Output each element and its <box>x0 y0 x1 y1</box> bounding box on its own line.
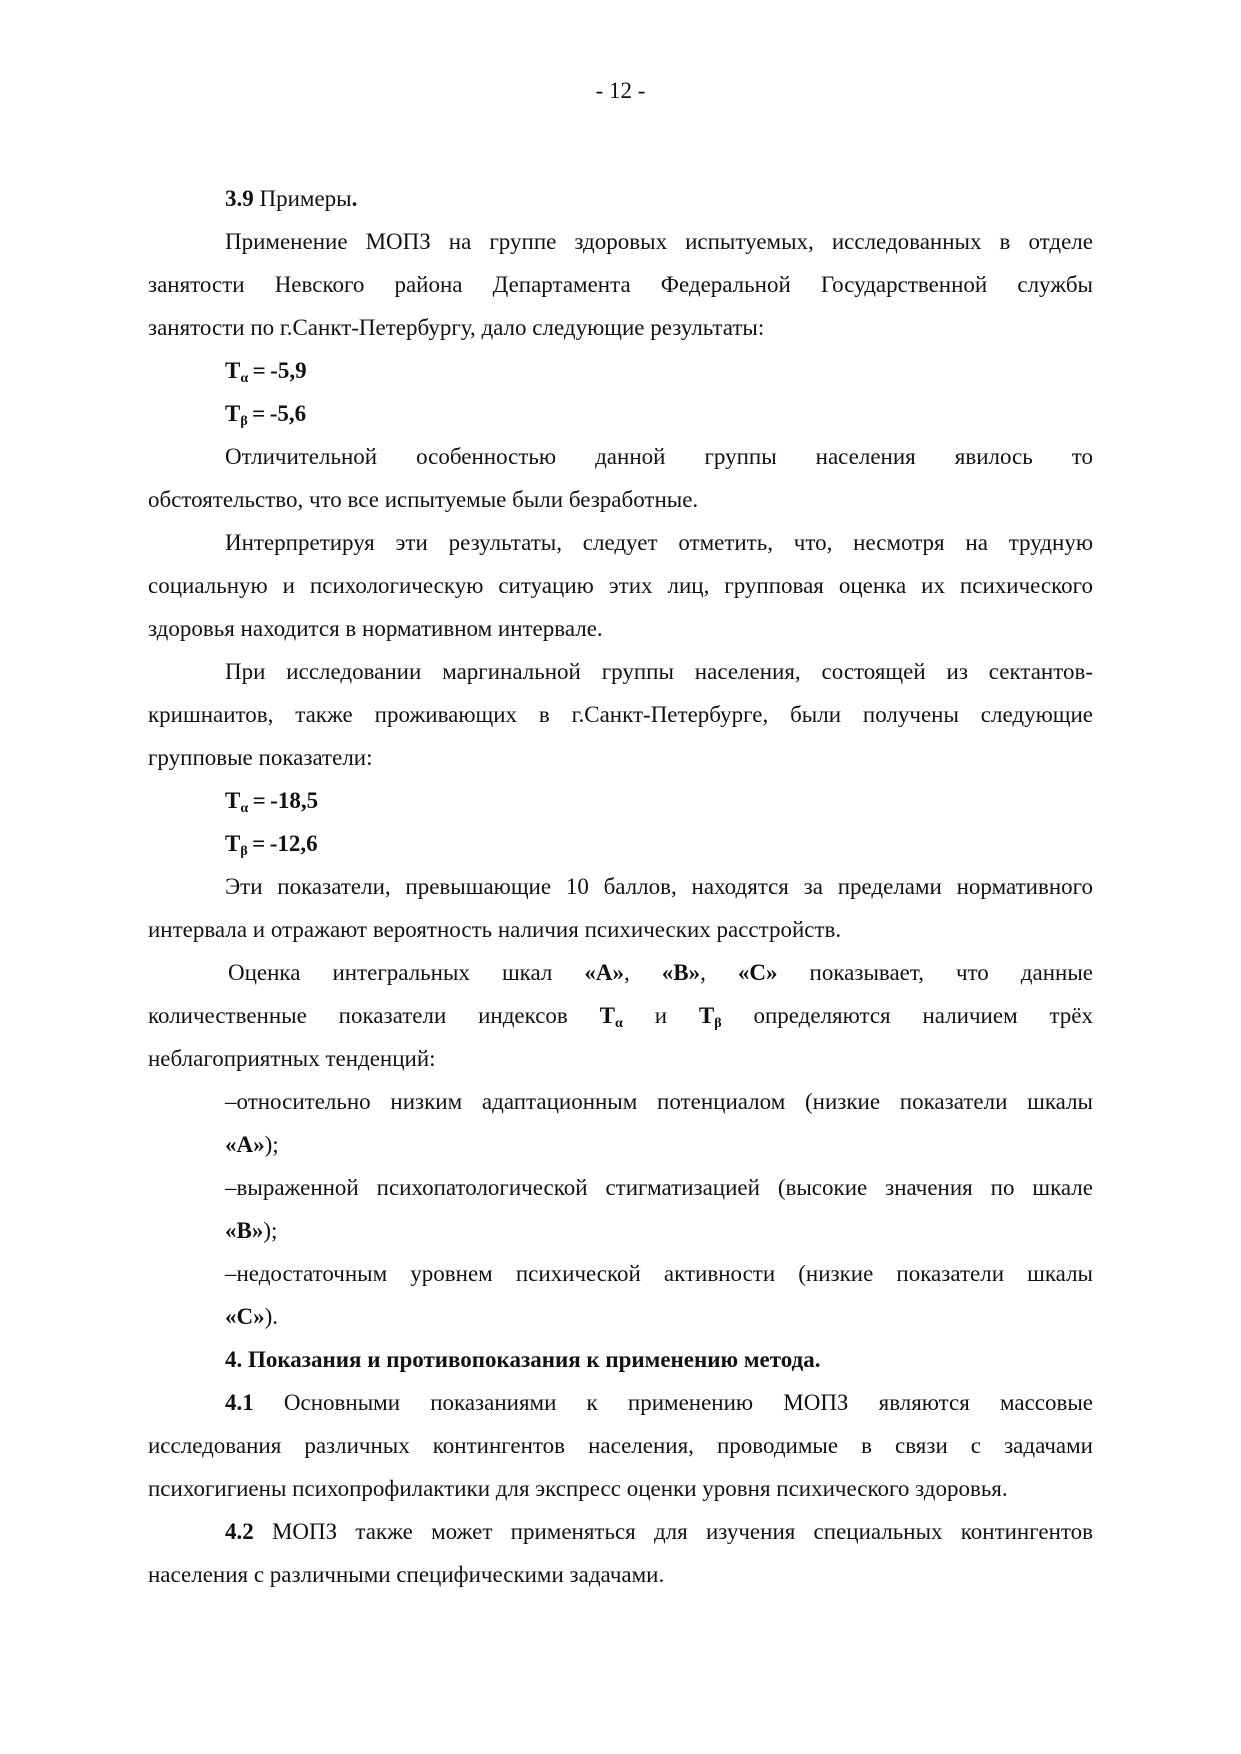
section-number: 4.2 <box>225 1519 254 1544</box>
paragraph-line: 4.2 МОПЗ также может применяться для изучения специальных контингентов <box>225 1519 1093 1544</box>
paragraph-line: занятости Невского района Департамента Федеральной Государственной службы <box>148 272 1093 297</box>
list-item-tail: «А»); <box>225 1132 279 1157</box>
paragraph-line: При исследовании маргинальной группы населения, состоящей из сектантов- <box>225 659 1093 684</box>
alpha-symbol: α <box>240 371 249 386</box>
page-number: - 12 - <box>595 78 646 103</box>
paragraph-line: Эти показатели, превышающие 10 баллов, находятся за пределами нормативного <box>225 874 1093 899</box>
paragraph-line: интервала и отражают вероятность наличия психических расстройств. <box>148 917 842 942</box>
list-item-tail: «С»). <box>225 1304 279 1329</box>
scale-a: «А» <box>584 960 625 985</box>
formula-t-alpha: Tα = -5,9 <box>225 358 307 386</box>
paragraph-line: обстоятельство, что все испытуемые были безработные. <box>148 487 699 512</box>
paragraph-line: населения с различными специфическими задачами. <box>148 1562 665 1587</box>
formula-t-alpha: Tα = -18,5 <box>225 788 319 816</box>
paragraph-line: здоровья находится в нормативном интервале. <box>148 616 603 641</box>
paragraph-line: социальную и психологическую ситуацию этих лиц, групповая оценка их психического <box>148 573 1093 598</box>
index-t-alpha: Tα <box>599 1003 623 1031</box>
formula-t-beta: Tβ = -12,6 <box>225 831 318 859</box>
paragraph-line: 4.1 Основными показаниями к применению МОПЗ являются массовые <box>225 1390 1094 1415</box>
paragraph-line: Отличительной особенностью данной группы населения явилось то <box>225 444 1093 469</box>
heading-dot: . <box>351 186 358 211</box>
scale-b: «В» <box>661 960 701 985</box>
formula-value: -18,5 <box>270 788 319 813</box>
formula-value: -5,9 <box>270 358 307 383</box>
section-number: 4.1 <box>225 1390 254 1415</box>
paragraph-line: кришнаитов, также проживающих в г.Санкт-Петербурге, были получены следующие <box>148 702 1093 727</box>
paragraph-line: Оценка интегральных шкал «А», «В», «С» показывает, что данные <box>228 960 1093 985</box>
paragraph-line: количественные показатели индексов Tα и Tβ определяются наличием трёх <box>148 1003 1094 1031</box>
scale-c: «С» <box>737 960 778 985</box>
formula-value: -5,6 <box>269 401 307 426</box>
beta-symbol: β <box>240 844 248 859</box>
beta-symbol: β <box>240 414 248 429</box>
index-t-beta: Tβ <box>698 1003 722 1031</box>
section-heading-4: 4. Показания и противопоказания к применению метода. <box>225 1347 821 1372</box>
paragraph-line: неблагоприятных тенденций: <box>148 1046 436 1071</box>
list-item-text: –недостаточным уровнем психической активности (низкие показатели шкалы <box>225 1261 1093 1286</box>
list-item-text: –выраженной психопатологической стигматизацией (высокие значения по шкале <box>225 1175 1093 1200</box>
page-content <box>148 177 1093 1596</box>
formula-value: -12,6 <box>269 831 318 856</box>
list-item-text: –относительно низким адаптационным потенциалом (низкие показатели шкалы <box>225 1089 1093 1114</box>
paragraph-line: групповые показатели: <box>148 745 373 770</box>
section-number: 3.9 <box>225 186 254 211</box>
formula-t-beta: Tβ = -5,6 <box>225 401 307 429</box>
alpha-symbol: α <box>240 801 249 816</box>
section-heading-3-9 <box>148 177 1093 220</box>
section-title: Примеры <box>259 186 352 211</box>
paragraph-line: Применение МОПЗ на группе здоровых испытуемых, исследованных в отделе <box>225 229 1093 254</box>
paragraph-line: исследования различных контингентов населения, проводимые в связи с задачами <box>148 1433 1093 1458</box>
paragraph-line: Интерпретируя эти результаты, следует отметить, что, несмотря на трудную <box>225 530 1093 555</box>
paragraph-line: занятости по г.Санкт-Петербургу, дало следующие результаты: <box>148 315 765 340</box>
list-item-tail: «В»); <box>225 1218 278 1243</box>
paragraph-line: психогигиены психопрофилактики для экспресс оценки уровня психического здоровья. <box>148 1476 1008 1501</box>
